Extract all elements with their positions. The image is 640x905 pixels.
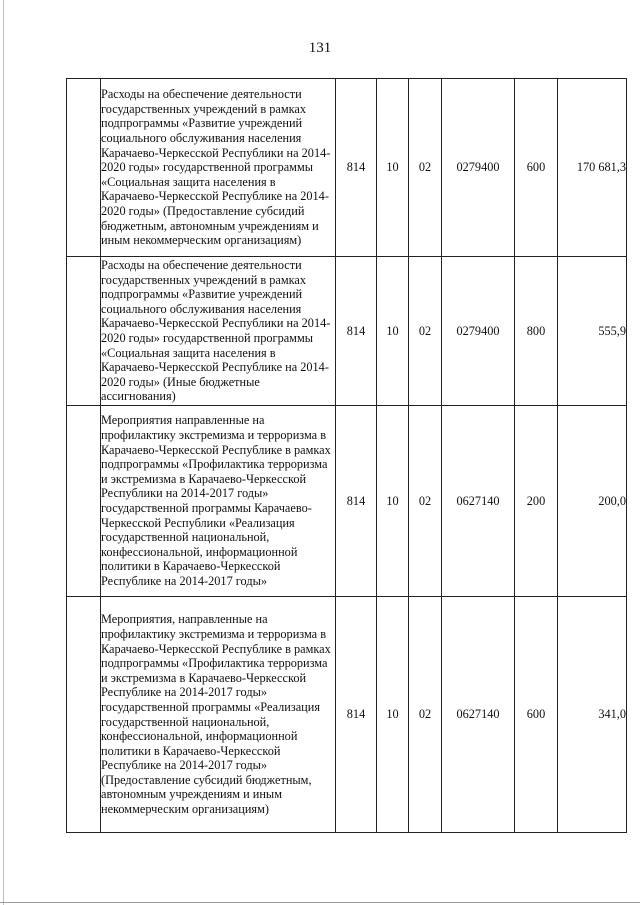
table-row (67, 406, 627, 597)
ministry-code: 814 (336, 257, 377, 406)
target-article-code: 0279400 (442, 257, 515, 406)
section-code: 10 (377, 257, 409, 406)
ministry-code: 814 (336, 597, 377, 833)
amount-value: 200,0 (558, 406, 627, 597)
budget-table (66, 78, 627, 833)
expense-description: Расходы на обеспечение деятельности государственных учреждений в рамках подпрограммы «Развитие учреждений социального обслуживания населения Карачаево-Черкесской Республики на 2014-2020 годы» государственной программы «Социальная защита населения в Карачаево-Черкесской Республике на 2014-2020 годы» (Иные бюджетные ассигнования) (101, 257, 336, 406)
section-code: 10 (377, 597, 409, 833)
row-index-cell (67, 597, 101, 833)
table-row (67, 597, 627, 833)
page-number: 131 (308, 40, 332, 56)
row-index-cell (67, 406, 101, 597)
expense-description: Расходы на обеспечение деятельности государственных учреждений в рамках подпрограммы «Развитие учреждений социального обслуживания населения Карачаево-Черкесской Республики на 2014-2020 годы» государственной программы «Социальная защита населения в Карачаево-Черкесской Республике на 2014-2020 годы» (Предоставление субсидий бюджетным, автономным учреждениям и иным некоммерческим организациям) (101, 79, 336, 257)
target-article-code: 0627140 (442, 597, 515, 833)
expense-description: Мероприятия, направленные на профилактику экстремизма и терроризма в Карачаево-Черкесской Республике в рамках подпрограммы «Профилактика терроризма и экстремизма в Карачаево-Черкесской Республике на 2014-2017 годы» государственной программы «Реализация государственной национальной, конфессиональной, информационной политики в Карачаево-Черкесской Республике на 2014-2017 годы» (Предоставление субсидий бюджетным, автономным учреждениям и иным некоммерческим организациям) (101, 597, 336, 833)
expense-type-code: 800 (515, 257, 558, 406)
scan-left-edge (3, 0, 4, 905)
subsection-code: 02 (409, 406, 442, 597)
expense-type-code: 600 (515, 79, 558, 257)
target-article-code: 0279400 (442, 79, 515, 257)
section-code: 10 (377, 79, 409, 257)
expense-type-code: 200 (515, 406, 558, 597)
amount-value: 170 681,3 (558, 79, 627, 257)
ministry-code: 814 (336, 406, 377, 597)
table-row (67, 257, 627, 406)
amount-value: 341,0 (558, 597, 627, 833)
subsection-code: 02 (409, 79, 442, 257)
section-code: 10 (377, 406, 409, 597)
row-index-cell (67, 79, 101, 257)
expense-type-code: 600 (515, 597, 558, 833)
subsection-code: 02 (409, 597, 442, 833)
target-article-code: 0627140 (442, 406, 515, 597)
table-row (67, 79, 627, 257)
ministry-code: 814 (336, 79, 377, 257)
row-index-cell (67, 257, 101, 406)
amount-value: 555,9 (558, 257, 627, 406)
subsection-code: 02 (409, 257, 442, 406)
scan-bottom-edge (0, 902, 640, 903)
expense-description: Мероприятия направленные на профилактику экстремизма и терроризма в Карачаево-Черкесской Республике в рамках подпрограммы «Профилактика терроризма и экстремизма в Карачаево-Черкесской Республики на 2014-2017 годы» государственной программы Карачаево-Черкесской Республики «Реализация государственной национальной, конфессиональной, информационной политики в Карачаево-Черкесской Республике на 2014-2017 годы» (101, 406, 336, 597)
